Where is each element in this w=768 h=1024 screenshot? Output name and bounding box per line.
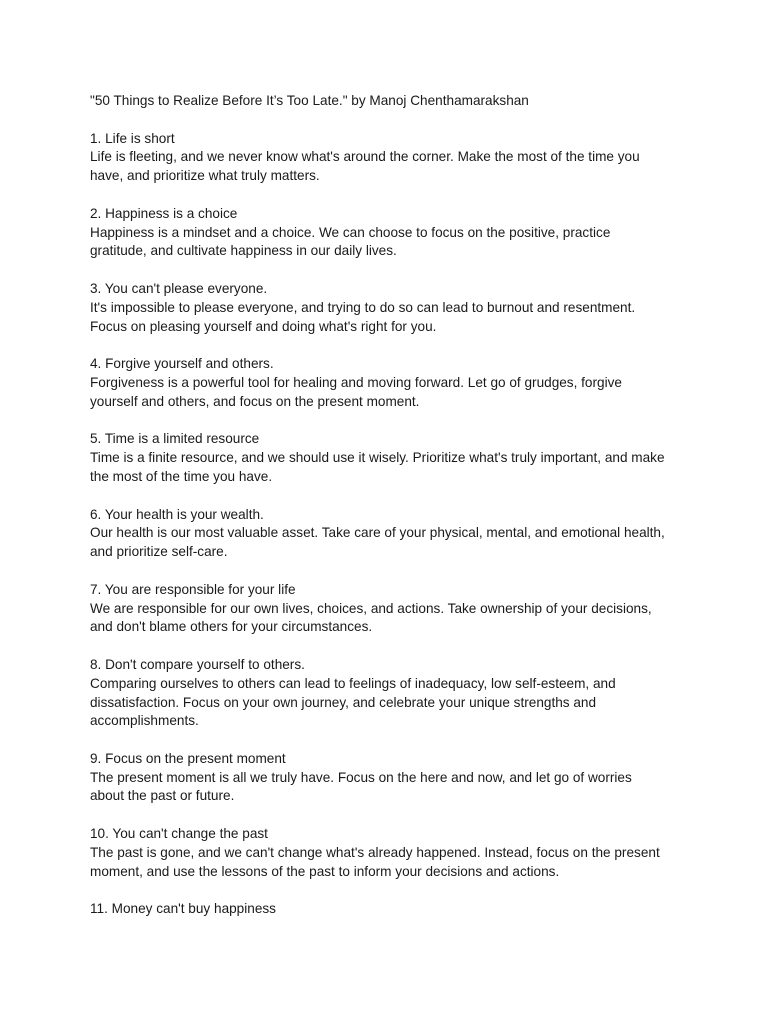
item-heading: 9. Focus on the present moment xyxy=(90,750,286,766)
item-heading: 11. Money can't buy happiness xyxy=(90,901,276,917)
list-item xyxy=(90,506,690,562)
list-item xyxy=(90,581,690,637)
item-heading: 10. You can't change the past xyxy=(90,826,268,842)
item-body-line: Comparing ourselves to others can lead to feelings of inadequacy, low self-esteem, and xyxy=(90,675,616,691)
item-body-line: Happiness is a mindset and a choice. We can choose to focus on the positive, practice xyxy=(90,224,611,240)
item-body-line: Focus on pleasing yourself and doing what's right for you. xyxy=(90,318,437,334)
item-body-line: have, and prioritize what truly matters. xyxy=(90,168,320,184)
item-body-line: and don't blame others for your circumstances. xyxy=(90,619,373,635)
item-heading: 4. Forgive yourself and others. xyxy=(90,356,274,372)
item-heading: 5. Time is a limited resource xyxy=(90,431,260,447)
item-body-line: Our health is our most valuable asset. Take care of your physical, mental, and emotional health, xyxy=(90,525,665,541)
item-body-line: Time is a finite resource, and we should use it wisely. Prioritize what's truly important, and make xyxy=(90,450,665,466)
list-item xyxy=(90,280,690,336)
list-item xyxy=(90,900,690,919)
item-heading: 7. You are responsible for your life xyxy=(90,581,296,597)
item-body-line: the most of the time you have. xyxy=(90,468,273,484)
items-list xyxy=(90,130,690,919)
item-body-line: gratitude, and cultivate happiness in our daily lives. xyxy=(90,243,397,259)
list-item xyxy=(90,825,690,881)
item-body-line: We are responsible for our own lives, choices, and actions. Take ownership of your decisions, xyxy=(90,600,652,616)
document-content xyxy=(90,92,690,938)
item-body-line: It's impossible to please everyone, and trying to do so can lead to burnout and resentment. xyxy=(90,299,636,315)
item-heading: 6. Your health is your wealth. xyxy=(90,506,264,522)
document-title: "50 Things to Realize Before It’s Too Late." by Manoj Chenthamarakshan xyxy=(90,93,529,108)
item-body-line: dissatisfaction. Focus on your own journey, and celebrate your unique strengths and xyxy=(90,694,597,710)
item-body-line: and prioritize self-care. xyxy=(90,544,228,560)
item-body-line: Forgiveness is a powerful tool for healing and moving forward. Let go of grudges, forgive xyxy=(90,374,622,390)
item-body-line: about the past or future. xyxy=(90,788,235,804)
list-item xyxy=(90,750,690,806)
item-heading: 2. Happiness is a choice xyxy=(90,205,238,221)
item-body-line: yourself and others, and focus on the present moment. xyxy=(90,393,420,409)
item-body-line: The past is gone, and we can't change what's already happened. Instead, focus on the present xyxy=(90,844,660,860)
item-heading: 3. You can't please everyone. xyxy=(90,280,268,296)
item-body-line: The present moment is all we truly have. Focus on the here and now, and let go of worries xyxy=(90,769,632,785)
item-body-line: accomplishments. xyxy=(90,713,199,729)
list-item xyxy=(90,656,690,731)
list-item xyxy=(90,430,690,486)
item-heading: 1. Life is short xyxy=(90,130,175,146)
list-item xyxy=(90,130,690,186)
item-heading: 8. Don't compare yourself to others. xyxy=(90,656,305,672)
item-body-line: Life is fleeting, and we never know what's around the corner. Make the most of the time you xyxy=(90,149,640,165)
list-item xyxy=(90,355,690,411)
list-item xyxy=(90,205,690,261)
item-body-line: moment, and use the lessons of the past to inform your decisions and actions. xyxy=(90,863,560,879)
